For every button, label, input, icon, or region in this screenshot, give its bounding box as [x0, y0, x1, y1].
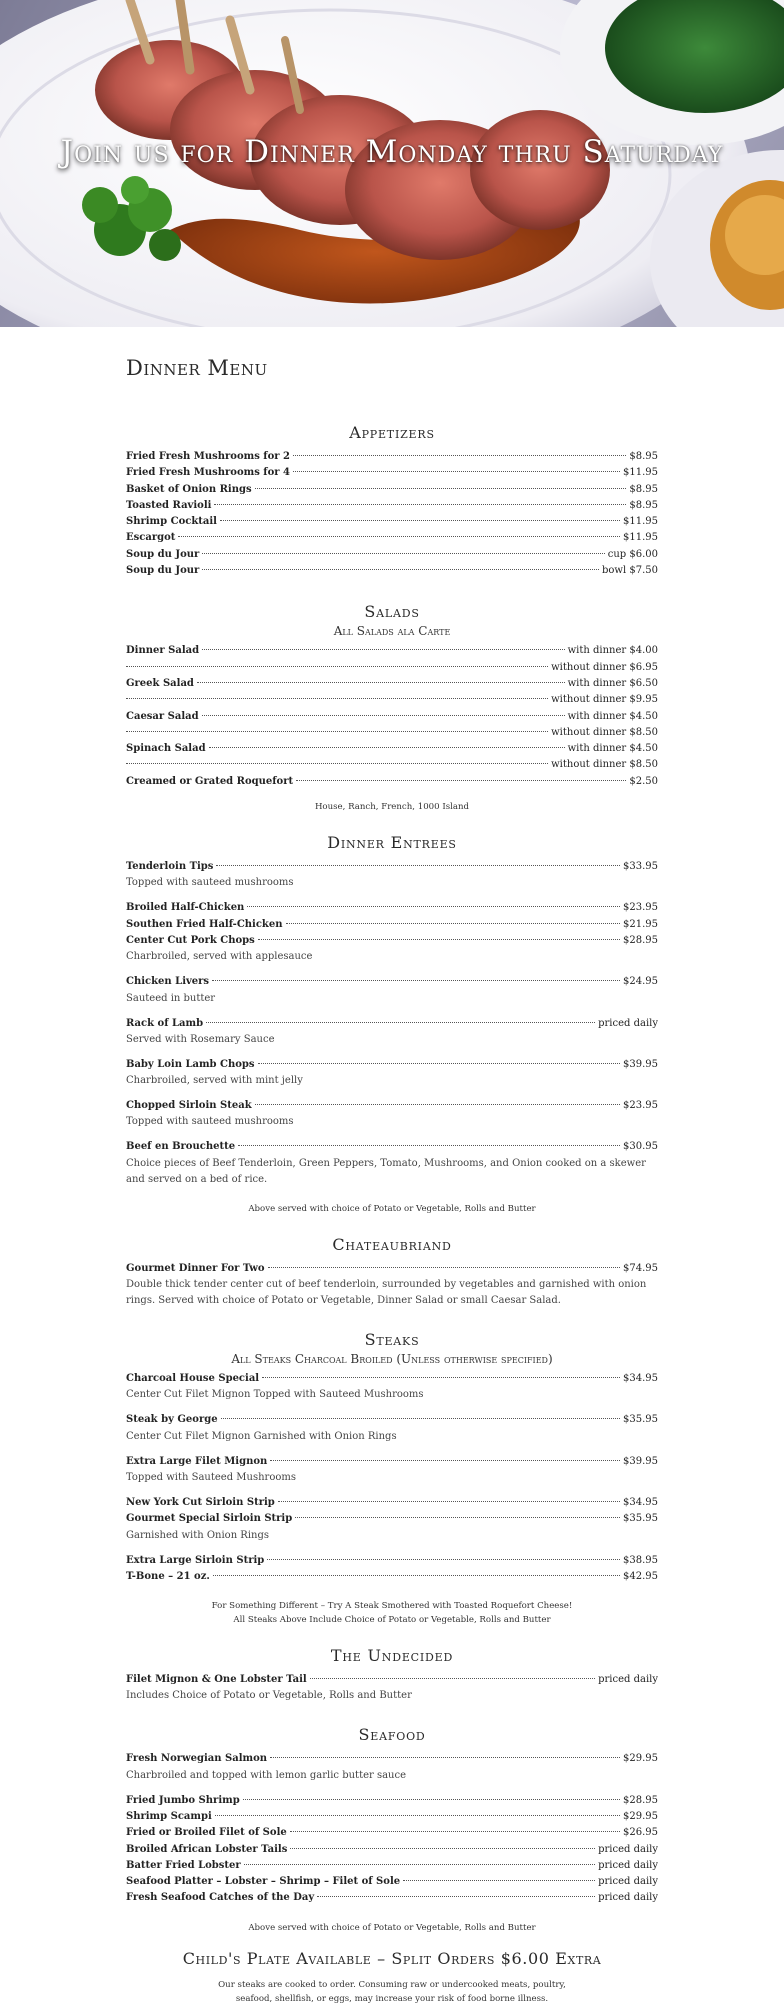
leader-dots	[215, 1815, 620, 1816]
item-price: $35.95	[623, 1513, 658, 1525]
leader-dots	[403, 1880, 595, 1881]
menu-item	[126, 1412, 658, 1444]
leader-dots	[126, 763, 548, 764]
section-seafood	[126, 1724, 658, 1934]
item-name: Basket of Onion Rings	[126, 483, 252, 495]
menu-item	[126, 1569, 658, 1585]
section-note: Above served with choice of Potato or Vegetable, Rolls and Butter	[248, 1203, 536, 1214]
menu-item	[126, 1553, 658, 1569]
item-description: Charbroiled and topped with lemon garlic butter sauce	[126, 1769, 407, 1781]
menu-item	[126, 514, 658, 530]
item-price: priced daily	[598, 1859, 658, 1871]
menu-items	[126, 1371, 658, 1585]
item-name: Batter Fried Lobster	[126, 1859, 241, 1871]
item-description: Topped with sauteed mushrooms	[126, 877, 294, 889]
leader-dots	[255, 488, 627, 489]
leader-dots	[202, 715, 565, 716]
menu-item	[126, 563, 658, 579]
item-name: Fried Fresh Mushrooms for 4	[126, 467, 290, 479]
menu-item	[126, 1057, 658, 1089]
item-price-alt: without dinner $8.50	[551, 759, 658, 771]
item-name: Escargot	[126, 532, 176, 544]
item-price-alt: without dinner $8.50	[551, 726, 658, 738]
item-name: Center Cut Pork Chops	[126, 934, 255, 946]
item-name: Fresh Norwegian Salmon	[126, 1753, 268, 1765]
leader-dots	[220, 520, 620, 521]
menu-item	[126, 449, 658, 465]
menu-item	[126, 1890, 658, 1906]
menu-item	[126, 465, 658, 481]
item-price: $74.95	[623, 1262, 658, 1274]
item-price: with dinner $4.00	[567, 645, 658, 657]
leader-dots	[258, 1063, 620, 1064]
menu-item	[126, 530, 658, 546]
item-name: Broiled Half-Chicken	[126, 902, 245, 914]
section-subtitle: All Salads ala Carte	[333, 624, 451, 639]
leader-dots	[243, 1799, 620, 1800]
section-title: Appetizers	[349, 423, 435, 442]
item-name: T-Bone – 21 oz.	[126, 1570, 210, 1582]
menu-item	[126, 547, 658, 563]
item-name: Tenderloin Tips	[126, 861, 214, 873]
leader-dots	[202, 569, 599, 570]
menu-item	[126, 1809, 658, 1825]
item-name: Gourmet Special Sirloin Strip	[126, 1513, 293, 1525]
menu-items	[126, 1751, 658, 1906]
item-price: $39.95	[623, 1058, 658, 1070]
menu-items	[126, 643, 658, 790]
section-the-undecided	[126, 1645, 658, 1704]
menu-item	[126, 1672, 658, 1704]
leader-dots	[209, 747, 565, 748]
leader-dots	[296, 780, 626, 781]
item-name: Soup du Jour	[126, 548, 200, 560]
menu-item	[126, 917, 658, 933]
item-name: Filet Mignon & One Lobster Tail	[126, 1674, 307, 1686]
leader-dots	[214, 504, 626, 505]
item-price: $42.95	[623, 1570, 658, 1582]
leader-dots	[126, 731, 548, 732]
menu-item	[126, 933, 658, 965]
item-description: Choice pieces of Beef Tenderloin, Green Peppers, Tomato, Mushrooms, and Onion cooked on a skewer and served on a bed of rice.	[126, 1157, 646, 1185]
leader-dots	[197, 682, 565, 683]
item-name: Gourmet Dinner For Two	[126, 1262, 265, 1274]
leader-dots	[244, 1864, 595, 1865]
leader-dots	[216, 865, 620, 866]
item-name: Seafood Platter – Lobster – Shrimp – Filet of Sole	[126, 1876, 401, 1888]
menu-item	[126, 900, 658, 916]
item-price: $38.95	[623, 1554, 658, 1566]
item-name: Shrimp Scampi	[126, 1810, 212, 1822]
menu-item	[126, 774, 658, 790]
section-note: House, Ranch, French, 1000 Island	[314, 802, 470, 813]
item-description: Topped with Sauteed Mushrooms	[126, 1471, 296, 1483]
leader-dots	[206, 1022, 595, 1023]
item-price: $21.95	[623, 918, 658, 930]
menu-item	[126, 1511, 658, 1543]
item-description: Center Cut Filet Mignon Topped with Sauteed Mushrooms	[126, 1389, 424, 1401]
section-title: Chateaubriand	[332, 1234, 452, 1254]
item-price: with dinner $4.50	[567, 743, 658, 755]
item-price: $8.95	[629, 499, 658, 511]
item-name: Soup du Jour	[126, 565, 200, 577]
item-price: $2.50	[629, 775, 658, 787]
food-safety-disclaimer	[126, 1978, 658, 2006]
item-name: Spinach Salad	[126, 743, 206, 755]
leader-dots	[270, 1757, 620, 1758]
item-price: cup $6.00	[607, 548, 658, 560]
item-name: Shrimp Cocktail	[126, 516, 217, 528]
item-description: Garnished with Onion Rings	[126, 1529, 270, 1541]
menu-items	[126, 449, 658, 579]
leader-dots	[290, 1848, 595, 1849]
item-price: $29.95	[623, 1753, 658, 1765]
leader-dots	[286, 923, 621, 924]
section-note	[126, 1599, 658, 1627]
hero-banner	[0, 0, 784, 327]
item-price-alt: without dinner $9.95	[551, 694, 658, 706]
item-price: $23.95	[623, 902, 658, 914]
item-name: Toasted Ravioli	[126, 499, 212, 511]
item-name: Extra Large Sirloin Strip	[126, 1554, 265, 1566]
item-price: $11.95	[623, 467, 658, 479]
item-price-alt: without dinner $6.95	[551, 661, 658, 673]
leader-dots	[262, 1377, 620, 1378]
leader-dots	[202, 553, 604, 554]
leader-dots	[270, 1460, 620, 1461]
item-name: Fresh Seafood Catches of the Day	[126, 1892, 315, 1904]
section-title: Dinner Entrees	[327, 833, 457, 853]
menu-title: Dinner Menu	[126, 356, 268, 380]
item-price: $39.95	[623, 1455, 658, 1467]
menu-item	[126, 1793, 658, 1809]
item-name: Chicken Livers	[126, 976, 210, 988]
steak-note: For Something Different – Try A Steak Smothered with Toasted Roquefort Cheese!	[211, 1601, 573, 1612]
menu-item	[126, 482, 658, 498]
disclaimer-line: seafood, shellfish, or eggs, may increase your risk of food borne illness.	[235, 1993, 549, 2004]
item-price: $28.95	[623, 1794, 658, 1806]
item-name: Southen Fried Half-Chicken	[126, 918, 283, 930]
menu-item	[126, 1842, 658, 1858]
leader-dots	[213, 1575, 620, 1576]
item-name: Greek Salad	[126, 677, 194, 689]
leader-dots	[212, 980, 620, 981]
item-price: priced daily	[598, 1843, 658, 1855]
leader-dots	[202, 649, 565, 650]
item-description: Topped with sauteed mushrooms	[126, 1116, 294, 1128]
menu-item	[126, 709, 658, 742]
item-price: priced daily	[598, 1892, 658, 1904]
menu-item	[126, 1098, 658, 1130]
section-steaks	[126, 1329, 658, 1627]
item-name: Chopped Sirloin Steak	[126, 1100, 252, 1112]
leader-dots	[290, 1831, 620, 1832]
section-salads	[126, 601, 658, 814]
item-description: Includes Choice of Potato or Vegetable, Rolls and Butter	[126, 1690, 412, 1702]
leader-dots	[267, 1559, 620, 1560]
item-name: Creamed or Grated Roquefort	[126, 775, 294, 787]
item-price: $33.95	[623, 861, 658, 873]
item-price: $35.95	[623, 1414, 658, 1426]
item-description: Served with Rosemary Sauce	[126, 1033, 275, 1045]
item-price: $26.95	[623, 1827, 658, 1839]
item-description: Charbroiled, served with applesauce	[126, 951, 313, 963]
menu-item	[126, 1825, 658, 1841]
menu-item	[126, 859, 658, 891]
item-price: $28.95	[623, 934, 658, 946]
childs-plate-banner: Child's Plate Available – Split Orders $6.00 Extra	[182, 1948, 602, 1968]
menu-item	[126, 676, 658, 709]
item-price: $11.95	[623, 516, 658, 528]
leader-dots	[126, 666, 548, 667]
leader-dots	[255, 1104, 620, 1105]
section-chateaubriand	[126, 1234, 658, 1309]
menu-item	[126, 741, 658, 774]
section-subtitle: All Steaks Charcoal Broiled (Unless otherwise specified)	[231, 1352, 553, 1367]
item-name: Steak by George	[126, 1414, 218, 1426]
item-name: Fried or Broiled Filet of Sole	[126, 1827, 287, 1839]
item-description: Charbroiled, served with mint jelly	[126, 1075, 303, 1087]
leader-dots	[278, 1501, 620, 1502]
menu-item	[126, 1495, 658, 1511]
item-price: priced daily	[598, 1017, 658, 1029]
section-title: Salads	[364, 602, 420, 622]
menu-item	[126, 1261, 658, 1309]
steak-note-sides: All Steaks Above Include Choice of Potato or Vegetable, Rolls and Butter	[233, 1615, 551, 1626]
item-name: Rack of Lamb	[126, 1017, 204, 1029]
item-price: bowl $7.50	[602, 565, 658, 577]
item-price: priced daily	[598, 1674, 658, 1686]
menu-item	[126, 1371, 658, 1403]
menu-items	[126, 1672, 658, 1704]
section-title: Seafood	[358, 1725, 426, 1745]
section-title: The Undecided	[330, 1646, 454, 1666]
menu-item	[126, 1751, 658, 1783]
menu-items	[126, 859, 658, 1188]
item-name: Baby Loin Lamb Chops	[126, 1058, 255, 1070]
menu-item	[126, 1016, 658, 1048]
item-description: Center Cut Filet Mignon Garnished with Onion Rings	[126, 1430, 397, 1442]
leader-dots	[293, 471, 620, 472]
leader-dots	[295, 1517, 620, 1518]
item-name: New York Cut Sirloin Strip	[126, 1496, 275, 1508]
leader-dots	[126, 698, 548, 699]
section-appetizers	[126, 422, 658, 579]
item-description: Double thick tender center cut of beef tenderloin, surrounded by vegetables and garnished with onion rings. Served with choice of Potato or Vegetable, Dinner Salad or small Caesar Salad.	[126, 1279, 647, 1307]
section-title: Steaks	[364, 1330, 420, 1350]
item-price: $8.95	[629, 483, 658, 495]
menu-items	[126, 1261, 658, 1309]
leader-dots	[247, 906, 620, 907]
item-name: Fried Jumbo Shrimp	[126, 1794, 240, 1806]
item-price: priced daily	[598, 1876, 658, 1888]
menu-item	[126, 1139, 658, 1187]
leader-dots	[293, 455, 626, 456]
item-price: with dinner $4.50	[567, 710, 658, 722]
disclaimer-line: Our steaks are cooked to order. Consuming raw or undercooked meats, poultry,	[218, 1979, 566, 1990]
item-price: with dinner $6.50	[567, 677, 658, 689]
item-price: $34.95	[623, 1373, 658, 1385]
item-name: Charcoal House Special	[126, 1373, 260, 1385]
leader-dots	[178, 536, 620, 537]
section-dinner-entrees	[126, 832, 658, 1216]
item-price: $30.95	[623, 1141, 658, 1153]
leader-dots	[268, 1267, 620, 1268]
menu-item	[126, 498, 658, 514]
item-name: Dinner Salad	[126, 645, 200, 657]
item-price: $34.95	[623, 1496, 658, 1508]
leader-dots	[310, 1678, 595, 1679]
leader-dots	[238, 1145, 620, 1146]
item-name: Extra Large Filet Mignon	[126, 1455, 268, 1467]
menu-item	[126, 1858, 658, 1874]
item-name: Caesar Salad	[126, 710, 199, 722]
menu-item	[126, 643, 658, 676]
item-description: Sauteed in butter	[126, 992, 216, 1004]
menu-item	[126, 1454, 658, 1486]
item-price: $23.95	[623, 1100, 658, 1112]
section-note: Above served with choice of Potato or Vegetable, Rolls and Butter	[248, 1922, 536, 1933]
item-price: $24.95	[623, 976, 658, 988]
item-name: Beef en Brouchette	[126, 1141, 236, 1153]
leader-dots	[221, 1418, 620, 1419]
leader-dots	[317, 1896, 595, 1897]
item-price: $29.95	[623, 1810, 658, 1822]
dinner-menu	[126, 356, 658, 2006]
item-price: $8.95	[629, 451, 658, 462]
menu-item	[126, 1874, 658, 1890]
item-name: Broiled African Lobster Tails	[126, 1843, 288, 1855]
item-price: $11.95	[623, 532, 658, 544]
leader-dots	[258, 939, 620, 940]
item-name: Fried Fresh Mushrooms for 2	[126, 451, 290, 462]
menu-item	[126, 974, 658, 1006]
hero-title: Join us for Dinner Monday thru Saturday	[60, 134, 724, 170]
